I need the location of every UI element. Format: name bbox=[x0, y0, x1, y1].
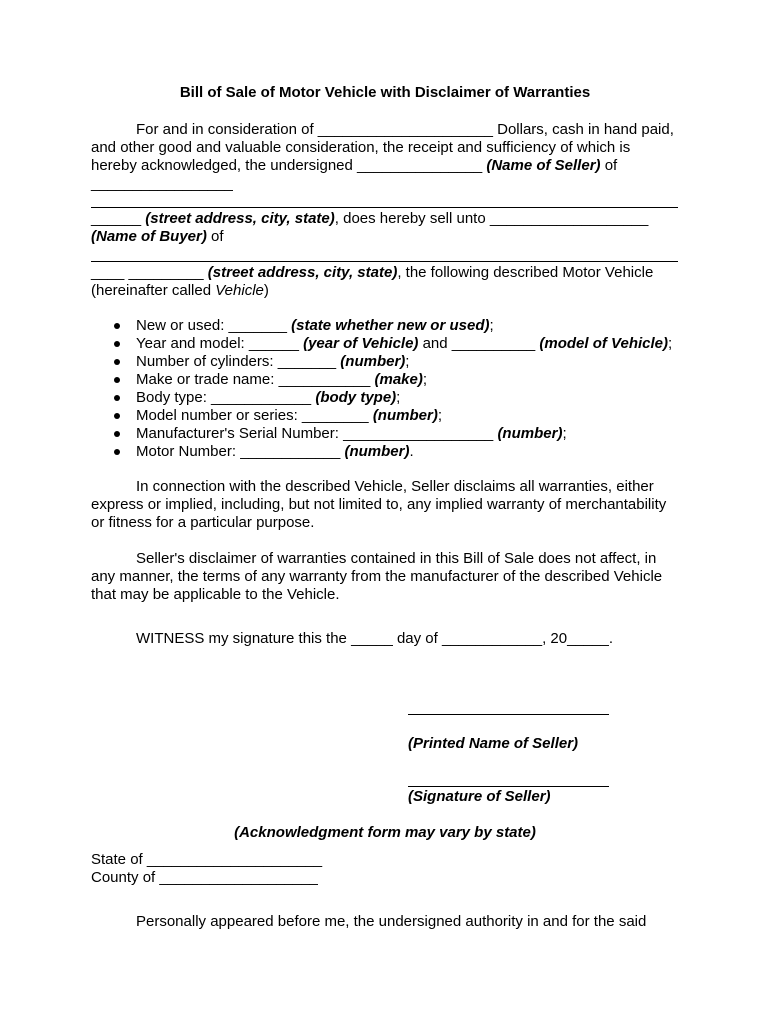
bullet-icon bbox=[114, 389, 122, 407]
vehicle-term: Vehicle bbox=[215, 282, 264, 299]
para1-line7-end: , the following described Motor Vehicle bbox=[397, 264, 654, 281]
item-mid: and __________ bbox=[418, 335, 540, 352]
para1-line7 bbox=[91, 264, 653, 282]
buyer-address-hint: (street address, city, state) bbox=[207, 264, 398, 281]
item-end: ; bbox=[405, 353, 410, 370]
item-label: Year and model: ______ bbox=[136, 335, 304, 352]
list-item-new-or-used bbox=[136, 317, 494, 335]
list-item-motor-number bbox=[136, 443, 414, 461]
item-end: ; bbox=[396, 389, 401, 406]
item-end: ; bbox=[437, 407, 442, 424]
item-label: Body type: ____________ bbox=[136, 389, 316, 406]
seller-address-hint: (street address, city, state) bbox=[145, 210, 335, 227]
state-line: State of _____________________ bbox=[91, 851, 323, 868]
item-label: Model number or series: ________ bbox=[136, 407, 373, 424]
acknowledgment-note: (Acknowledgment form may vary by state) bbox=[234, 824, 536, 841]
para3-line1: Seller's disclaimer of warranties contained in this Bill of Sale does not affect, in bbox=[136, 550, 657, 567]
list-item-model-number bbox=[136, 407, 442, 425]
para1-line8-text: (hereinafter called bbox=[91, 282, 216, 299]
para2-line1: In connection with the described Vehicle, Seller disclaims all warranties, either bbox=[136, 478, 654, 495]
printed-name-rule bbox=[408, 714, 609, 715]
item-hint-2: (model of Vehicle) bbox=[539, 335, 669, 352]
item-end: ; bbox=[489, 317, 494, 334]
para3-line3: that may be applicable to the Vehicle. bbox=[91, 586, 340, 603]
item-hint: (make) bbox=[374, 371, 423, 388]
item-end: ; bbox=[422, 371, 428, 388]
para1-line2: and other good and valuable consideration, the receipt and sufficiency of which is bbox=[91, 139, 631, 156]
para2-line3: or fitness for a particular purpose. bbox=[91, 514, 315, 531]
para1-line1: For and in consideration of _____________________ Dollars, cash in hand paid, bbox=[136, 121, 674, 138]
list-item-make bbox=[136, 371, 427, 389]
blank-rule-buyer-address bbox=[91, 261, 678, 262]
item-hint: (year of Vehicle) bbox=[303, 335, 419, 352]
item-hint: (number) bbox=[497, 425, 563, 442]
item-end: ; bbox=[562, 425, 567, 442]
bullet-icon bbox=[114, 407, 122, 425]
bullet-icon bbox=[114, 317, 122, 335]
item-hint: (number) bbox=[340, 353, 406, 370]
item-label: Make or trade name: ___________ bbox=[136, 371, 375, 388]
bullet-icon bbox=[114, 371, 122, 389]
para3-line2: any manner, the terms of any warranty from the manufacturer of the described Vehicle bbox=[91, 568, 663, 585]
item-label: Motor Number: ____________ bbox=[136, 443, 345, 460]
item-label: Manufacturer's Serial Number: __________________ bbox=[136, 425, 498, 442]
para1-line3 bbox=[91, 157, 617, 175]
blank-rule-seller-address bbox=[91, 207, 678, 208]
document-title: Bill of Sale of Motor Vehicle with Disclaimer of Warranties bbox=[179, 84, 591, 101]
para1-line5-text: ______ bbox=[91, 210, 146, 227]
list-item-cylinders bbox=[136, 353, 409, 371]
para1-line6 bbox=[91, 228, 224, 246]
para1-line8-end: ) bbox=[263, 282, 269, 299]
item-end: ; bbox=[668, 335, 673, 352]
bullet-icon bbox=[114, 335, 122, 353]
item-hint: (number) bbox=[372, 407, 438, 424]
item-end: . bbox=[409, 443, 414, 460]
seller-name-hint: (Name of Seller) bbox=[486, 157, 601, 174]
item-label: New or used: _______ bbox=[136, 317, 292, 334]
bullet-icon bbox=[114, 425, 122, 443]
list-item-serial-number bbox=[136, 425, 567, 443]
para1-line7-text: ____ _________ bbox=[91, 264, 208, 281]
bullet-icon bbox=[114, 353, 122, 371]
para1-line5-end: , does hereby sell unto ___________________ bbox=[334, 210, 649, 227]
final-line: Personally appeared before me, the undersigned authority in and for the said bbox=[136, 913, 647, 930]
para1-line3-end: of bbox=[600, 157, 618, 174]
para1-line3-text: hereby acknowledged, the undersigned _______________ bbox=[91, 157, 487, 174]
item-hint: (body type) bbox=[315, 389, 397, 406]
item-label: Number of cylinders: _______ bbox=[136, 353, 341, 370]
printed-name-label: (Printed Name of Seller) bbox=[408, 735, 579, 752]
item-hint: (number) bbox=[344, 443, 410, 460]
signature-rule bbox=[408, 786, 609, 787]
item-hint: (state whether new or used) bbox=[291, 317, 490, 334]
buyer-name-hint: (Name of Buyer) bbox=[91, 228, 207, 245]
para1-line8 bbox=[91, 282, 269, 300]
witness-line: WITNESS my signature this the _____ day of ____________, 20_____. bbox=[136, 630, 613, 647]
para2-line2: express or implied, including, but not limited to, any implied warranty of merchantability bbox=[91, 496, 667, 513]
para1-line5 bbox=[91, 210, 648, 228]
bullet-icon bbox=[114, 443, 122, 461]
list-item-year-model bbox=[136, 335, 672, 353]
county-line: County of ___________________ bbox=[91, 869, 318, 886]
para1-line6-end: of bbox=[206, 228, 224, 245]
list-item-body-type bbox=[136, 389, 400, 407]
signature-label: (Signature of Seller) bbox=[408, 788, 551, 805]
para1-line4: _________________ bbox=[91, 175, 233, 192]
